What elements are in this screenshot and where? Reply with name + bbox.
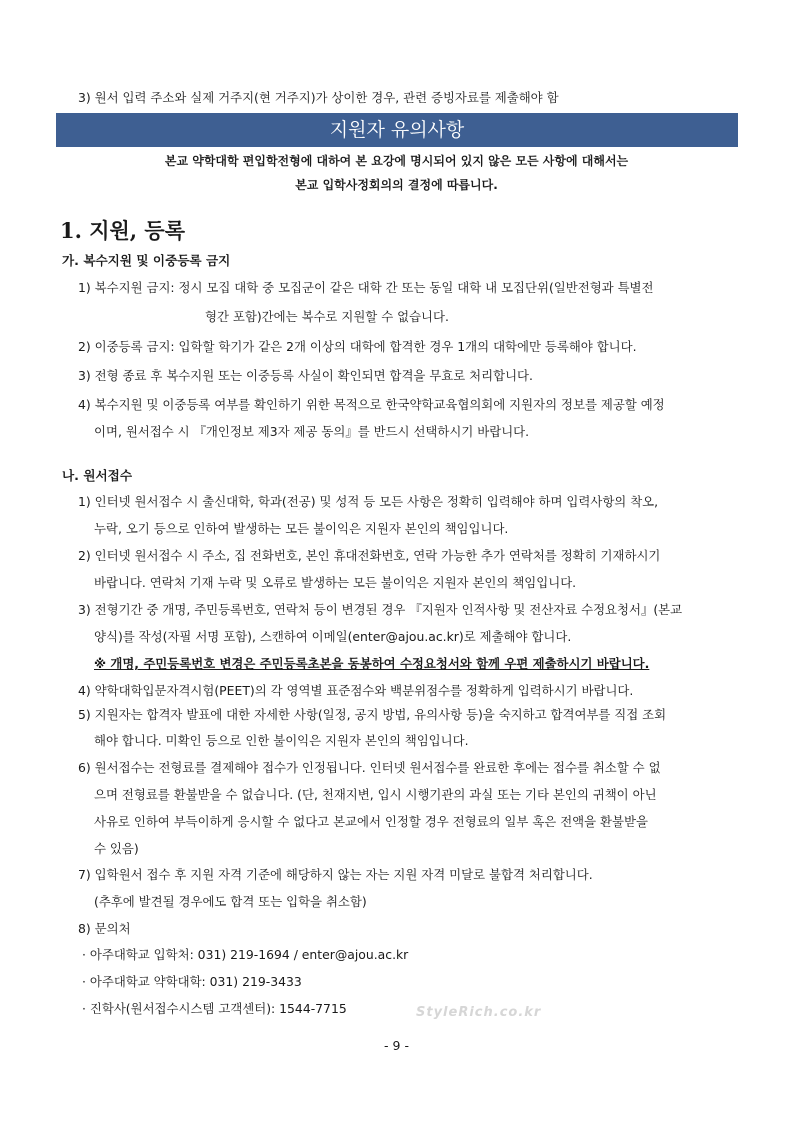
list-item-a4-line2: 이며, 원서접수 시 『개인정보 제3자 제공 동의』를 반드시 선택하시기 바랍니다.	[94, 424, 530, 439]
list-item-b3-line1: 3) 전형기간 중 개명, 주민등록번호, 연락처 등이 변경된 경우 『지원자 인적사항 및 전산자료 수정요청서』(본교	[78, 602, 683, 617]
list-item-b6-line1: 6) 원서접수는 전형료를 결제해야 접수가 인정됩니다. 인터넷 원서접수를 완료한 후에는 접수를 취소할 수 없	[78, 760, 661, 775]
section-title: 1. 지원, 등록	[60, 218, 185, 243]
list-item-b7-line2: (추후에 발견될 경우에도 합격 또는 입학을 취소함)	[94, 894, 367, 909]
list-item-b6-line4: 수 있음)	[94, 841, 139, 856]
list-item-b2-line1: 2) 인터넷 원서접수 시 주소, 집 전화번호, 본인 휴대전화번호, 연락 가능한 추가 연락처를 정확히 기재하시기	[78, 548, 661, 563]
list-item-b5-line1: 5) 지원자는 합격자 발표에 대한 자세한 사항(일정, 공지 방법, 유의사항 등)을 숙지하고 합격여부를 직접 조회	[78, 707, 667, 722]
subsection-title-a: 가. 복수지원 및 이중등록 금지	[62, 253, 231, 268]
contact-jinhaksa: · 진학사(원서접수시스템 고객센터): 1544-7715	[82, 1001, 347, 1016]
list-item-b7-line1: 7) 입학원서 접수 후 지원 자격 기준에 해당하지 않는 자는 지원 자격 미달로 불합격 처리합니다.	[78, 867, 593, 882]
list-item-a3: 3) 전형 종료 후 복수지원 또는 이중등록 사실이 확인되면 합격을 무효로 처리합니다.	[78, 368, 533, 383]
list-item-b6-line2: 으며 전형료를 환불받을 수 없습니다. (단, 천재지변, 입시 시행기관의 과실 또는 기타 본인의 귀책이 아닌	[94, 787, 657, 802]
contact-admissions: · 아주대학교 입학처: 031) 219-1694 / enter@ajou.ac.kr	[82, 947, 409, 962]
list-item-a2: 2) 이중등록 금지: 입학할 학기가 같은 2개 이상의 대학에 합격한 경우 1개의 대학에만 등록해야 합니다.	[78, 339, 637, 354]
page-number: - 9 -	[384, 1038, 409, 1053]
top-line: 3) 원서 입력 주소와 실제 거주지(현 거주지)가 상이한 경우, 관련 증빙자료를 제출해야 함	[78, 90, 559, 105]
contact-pharmacy: · 아주대학교 약학대학: 031) 219-3433	[82, 974, 302, 989]
list-item-b1-line2: 누락, 오기 등으로 인하여 발생하는 모든 불이익은 지원자 본인의 책임입니다.	[94, 521, 509, 536]
list-item-b4: 4) 약학대학입문자격시험(PEET)의 각 영역별 표준점수와 백분위점수를 정확하게 입력하시기 바랍니다.	[78, 683, 634, 698]
list-item-b8: 8) 문의처	[78, 921, 131, 936]
list-item-b2-line2: 바랍니다. 연락처 기재 누락 및 오류로 발생하는 모든 불이익은 지원자 본인의 책임입니다.	[94, 575, 577, 590]
notice-line-2: 본교 입학사정회의의 결정에 따릅니다.	[295, 178, 498, 192]
list-item-b3-line2: 양식)를 작성(자필 서명 포함), 스캔하여 이메일(enter@ajou.ac.kr)로 제출해야 합니다.	[94, 629, 572, 644]
list-item-a1-line2: 형간 포함)간에는 복수로 지원할 수 없습니다.	[205, 309, 449, 324]
emphasis-note: ※ 개명, 주민등록번호 변경은 주민등록초본을 동봉하여 수정요청서와 함께 우편 제출하시기 바랍니다.	[94, 656, 650, 671]
subsection-title-b: 나. 원서접수	[62, 468, 132, 483]
notice-line-1: 본교 약학대학 편입학전형에 대하여 본 요강에 명시되어 있지 않은 모든 사항에 대해서는	[164, 154, 629, 168]
list-item-b1-line1: 1) 인터넷 원서접수 시 출신대학, 학과(전공) 및 성적 등 모든 사항은 정확히 입력해야 하며 입력사항의 착오,	[78, 494, 659, 509]
list-item-b5-line2: 해야 합니다. 미확인 등으로 인한 불이익은 지원자 본인의 책임입니다.	[94, 733, 469, 748]
list-item-a1-line1: 1) 복수지원 금지: 정시 모집 대학 중 모집군이 같은 대학 간 또는 동일 대학 내 모집단위(일반전형과 특별전	[78, 280, 654, 295]
watermark: StyleRich.co.kr	[416, 1005, 542, 1020]
section-banner: 지원자 유의사항	[56, 113, 738, 147]
list-item-b6-line3: 사유로 인하여 부득이하게 응시할 수 없다고 본교에서 인정할 경우 전형료의 일부 혹은 전액을 환불받을	[94, 814, 648, 829]
list-item-a4-line1: 4) 복수지원 및 이중등록 여부를 확인하기 위한 목적으로 한국약학교육협의회에 지원자의 정보를 제공할 예정	[78, 397, 665, 412]
